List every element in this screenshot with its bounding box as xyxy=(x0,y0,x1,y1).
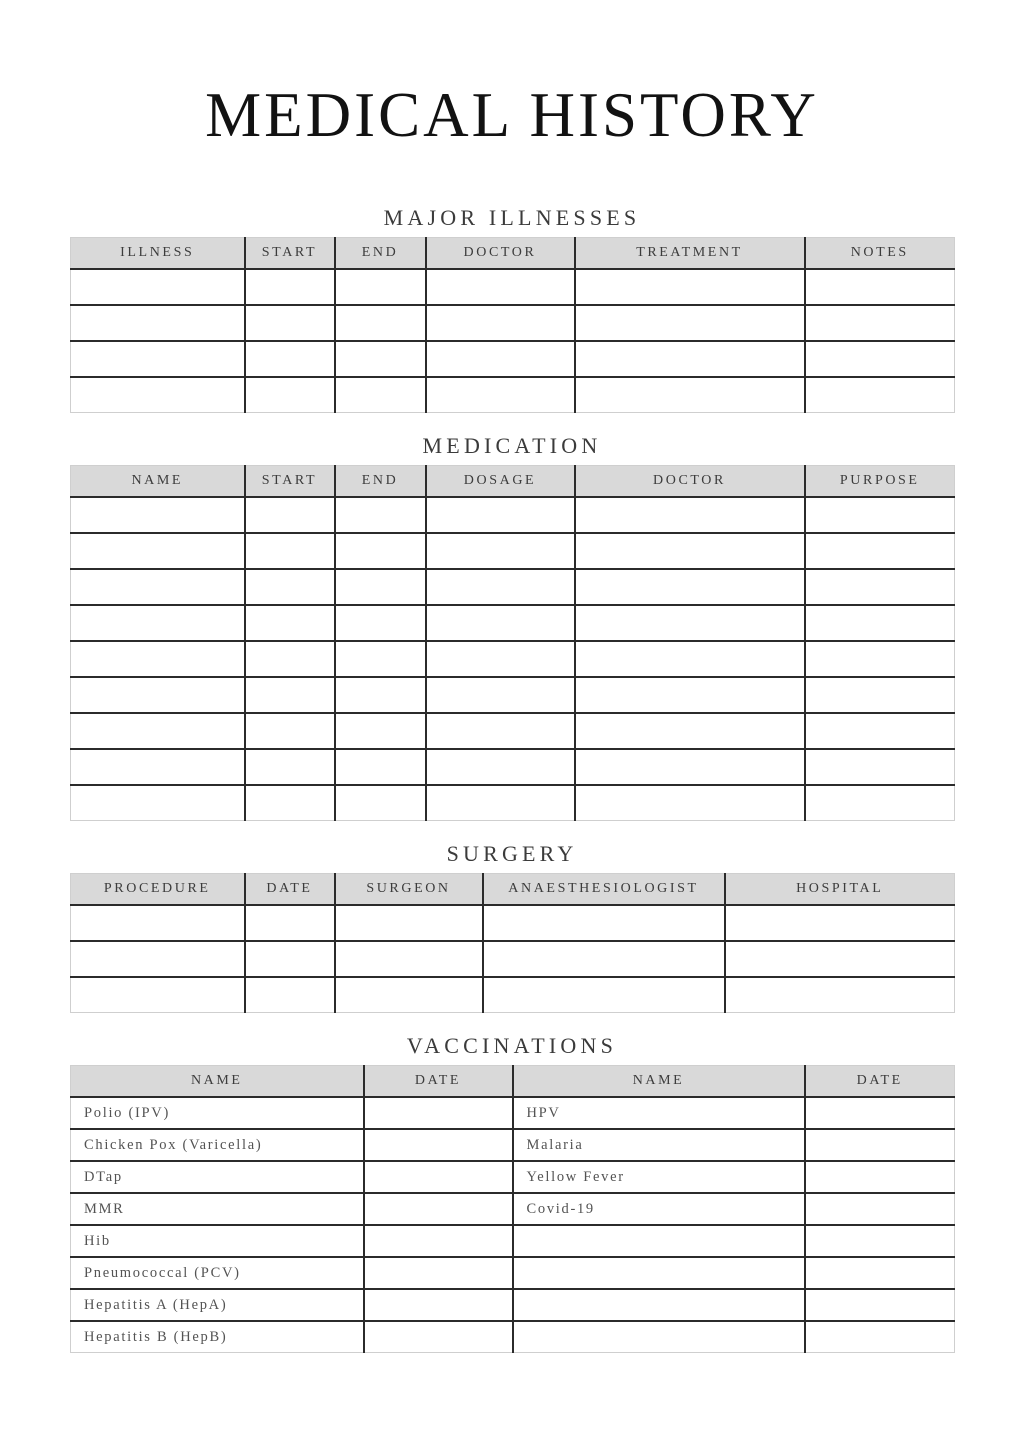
section-surgery xyxy=(70,821,954,1013)
cell-end[interactable] xyxy=(335,677,426,713)
cell-vaccine-date-left[interactable] xyxy=(364,1097,513,1129)
cell-dosage[interactable] xyxy=(426,533,575,569)
table-row xyxy=(71,305,955,341)
cell-vaccine-name-right: HPV xyxy=(513,1097,805,1129)
column-header-anaesthesiologist: ANAESTHESIOLOGIST xyxy=(483,874,725,906)
cell-vaccine-name-left: Hepatitis B (HepB) xyxy=(71,1321,364,1353)
table-row xyxy=(71,1289,955,1321)
section-title-medication: MEDICATION xyxy=(422,433,602,458)
cell-vaccine-date-right[interactable] xyxy=(805,1193,955,1225)
cell-doctor[interactable] xyxy=(575,605,805,641)
cell-dosage[interactable] xyxy=(426,641,575,677)
cell-purpose[interactable] xyxy=(805,713,955,749)
cell-start[interactable] xyxy=(245,569,335,605)
cell-start[interactable] xyxy=(245,749,335,785)
cell-dosage[interactable] xyxy=(426,713,575,749)
surgery-table xyxy=(70,873,955,1013)
cell-vaccine-name-left: Hib xyxy=(71,1225,364,1257)
cell-start[interactable] xyxy=(245,305,335,341)
cell-date[interactable] xyxy=(245,941,335,977)
column-header-start: START xyxy=(245,466,335,498)
table-row xyxy=(71,785,955,821)
column-header-name-left: NAME xyxy=(71,1066,364,1098)
cell-purpose[interactable] xyxy=(805,677,955,713)
vaccinations-table xyxy=(70,1065,955,1353)
cell-anaesthesiologist[interactable] xyxy=(483,977,725,1013)
cell-doctor[interactable] xyxy=(575,533,805,569)
cell-purpose[interactable] xyxy=(805,569,955,605)
cell-doctor[interactable] xyxy=(426,341,575,377)
column-header-dosage: DOSAGE xyxy=(426,466,575,498)
section-title-surgery: SURGERY xyxy=(446,841,578,866)
cell-vaccine-name-right xyxy=(513,1225,805,1257)
cell-vaccine-date-right[interactable] xyxy=(805,1129,955,1161)
table-row xyxy=(71,1321,955,1353)
cell-illness[interactable] xyxy=(71,377,245,413)
table-row xyxy=(71,941,955,977)
cell-name[interactable] xyxy=(71,533,245,569)
medication-table xyxy=(70,465,955,821)
cell-start[interactable] xyxy=(245,377,335,413)
cell-treatment[interactable] xyxy=(575,305,805,341)
cell-start[interactable] xyxy=(245,269,335,305)
cell-dosage[interactable] xyxy=(426,605,575,641)
cell-vaccine-date-right[interactable] xyxy=(805,1225,955,1257)
cell-end[interactable] xyxy=(335,641,426,677)
table-header-row xyxy=(71,1066,955,1098)
cell-doctor[interactable] xyxy=(575,677,805,713)
column-header-date-right: DATE xyxy=(805,1066,955,1098)
cell-end[interactable] xyxy=(335,713,426,749)
cell-illness[interactable] xyxy=(71,341,245,377)
cell-hospital[interactable] xyxy=(725,941,955,977)
column-header-doctor: DOCTOR xyxy=(426,238,575,270)
section-title-major-illnesses: MAJOR ILLNESSES xyxy=(383,205,641,230)
cell-dosage[interactable] xyxy=(426,677,575,713)
cell-date[interactable] xyxy=(245,977,335,1013)
cell-procedure[interactable] xyxy=(71,941,245,977)
section-title-vaccinations: VACCINATIONS xyxy=(406,1033,618,1058)
cell-vaccine-date-left[interactable] xyxy=(364,1161,513,1193)
cell-name[interactable] xyxy=(71,713,245,749)
cell-doctor[interactable] xyxy=(575,749,805,785)
cell-anaesthesiologist[interactable] xyxy=(483,905,725,941)
cell-vaccine-date-right[interactable] xyxy=(805,1289,955,1321)
cell-vaccine-date-right[interactable] xyxy=(805,1097,955,1129)
table-row xyxy=(71,497,955,533)
cell-purpose[interactable] xyxy=(805,497,955,533)
cell-vaccine-name-right xyxy=(513,1257,805,1289)
cell-name[interactable] xyxy=(71,497,245,533)
table-row xyxy=(71,641,955,677)
cell-vaccine-name-left: Chicken Pox (Varicella) xyxy=(71,1129,364,1161)
cell-name[interactable] xyxy=(71,677,245,713)
cell-name[interactable] xyxy=(71,605,245,641)
cell-vaccine-date-right[interactable] xyxy=(805,1321,955,1353)
cell-dosage[interactable] xyxy=(426,497,575,533)
cell-treatment[interactable] xyxy=(575,377,805,413)
table-row xyxy=(71,341,955,377)
cell-end[interactable] xyxy=(335,377,426,413)
cell-end[interactable] xyxy=(335,605,426,641)
cell-surgeon[interactable] xyxy=(335,977,483,1013)
cell-end[interactable] xyxy=(335,497,426,533)
cell-hospital[interactable] xyxy=(725,905,955,941)
column-header-procedure: PROCEDURE xyxy=(71,874,245,906)
cell-date[interactable] xyxy=(245,905,335,941)
cell-vaccine-name-left: MMR xyxy=(71,1193,364,1225)
cell-anaesthesiologist[interactable] xyxy=(483,941,725,977)
cell-vaccine-name-left: DTap xyxy=(71,1161,364,1193)
column-header-date: DATE xyxy=(245,874,335,906)
table-header-row xyxy=(71,466,955,498)
section-vaccinations xyxy=(70,1013,954,1353)
cell-purpose[interactable] xyxy=(805,785,955,821)
table-row xyxy=(71,1257,955,1289)
cell-treatment[interactable] xyxy=(575,341,805,377)
cell-notes[interactable] xyxy=(805,341,955,377)
cell-vaccine-date-left[interactable] xyxy=(364,1321,513,1353)
cell-purpose[interactable] xyxy=(805,533,955,569)
cell-doctor[interactable] xyxy=(575,713,805,749)
cell-vaccine-date-left[interactable] xyxy=(364,1129,513,1161)
cell-doctor[interactable] xyxy=(426,269,575,305)
cell-dosage[interactable] xyxy=(426,749,575,785)
cell-vaccine-name-left: Polio (IPV) xyxy=(71,1097,364,1129)
cell-name[interactable] xyxy=(71,785,245,821)
major-illnesses-table xyxy=(70,237,955,413)
table-header-row xyxy=(71,238,955,270)
cell-start[interactable] xyxy=(245,341,335,377)
cell-start[interactable] xyxy=(245,605,335,641)
table-row xyxy=(71,905,955,941)
cell-vaccine-date-right[interactable] xyxy=(805,1257,955,1289)
cell-purpose[interactable] xyxy=(805,749,955,785)
cell-vaccine-date-right[interactable] xyxy=(805,1161,955,1193)
table-row xyxy=(71,749,955,785)
cell-end[interactable] xyxy=(335,341,426,377)
table-row xyxy=(71,377,955,413)
cell-vaccine-date-left[interactable] xyxy=(364,1225,513,1257)
cell-end[interactable] xyxy=(335,749,426,785)
cell-doctor[interactable] xyxy=(426,377,575,413)
column-header-name-right: NAME xyxy=(513,1066,805,1098)
column-header-purpose: PURPOSE xyxy=(805,466,955,498)
column-header-notes: NOTES xyxy=(805,238,955,270)
cell-dosage[interactable] xyxy=(426,785,575,821)
cell-doctor[interactable] xyxy=(575,785,805,821)
table-row xyxy=(71,1161,955,1193)
cell-name[interactable] xyxy=(71,641,245,677)
cell-vaccine-name-left: Pneumococcal (PCV) xyxy=(71,1257,364,1289)
cell-surgeon[interactable] xyxy=(335,905,483,941)
column-header-end: END xyxy=(335,238,426,270)
column-header-name: NAME xyxy=(71,466,245,498)
column-header-surgeon: SURGEON xyxy=(335,874,483,906)
table-row xyxy=(71,1129,955,1161)
cell-vaccine-name-right: Yellow Fever xyxy=(513,1161,805,1193)
table-row xyxy=(71,677,955,713)
cell-vaccine-name-right xyxy=(513,1289,805,1321)
cell-doctor[interactable] xyxy=(426,305,575,341)
cell-start[interactable] xyxy=(245,641,335,677)
table-row xyxy=(71,569,955,605)
column-header-treatment: TREATMENT xyxy=(575,238,805,270)
cell-procedure[interactable] xyxy=(71,905,245,941)
cell-surgeon[interactable] xyxy=(335,941,483,977)
cell-dosage[interactable] xyxy=(426,569,575,605)
cell-notes[interactable] xyxy=(805,269,955,305)
cell-end[interactable] xyxy=(335,533,426,569)
cell-end[interactable] xyxy=(335,569,426,605)
column-header-end: END xyxy=(335,466,426,498)
cell-vaccine-date-left[interactable] xyxy=(364,1289,513,1321)
cell-vaccine-date-left[interactable] xyxy=(364,1257,513,1289)
table-header-row xyxy=(71,874,955,906)
cell-purpose[interactable] xyxy=(805,641,955,677)
cell-end[interactable] xyxy=(335,305,426,341)
table-row xyxy=(71,713,955,749)
cell-treatment[interactable] xyxy=(575,269,805,305)
cell-vaccine-name-right: Covid-19 xyxy=(513,1193,805,1225)
column-header-date-left: DATE xyxy=(364,1066,513,1098)
cell-start[interactable] xyxy=(245,785,335,821)
cell-name[interactable] xyxy=(71,569,245,605)
cell-start[interactable] xyxy=(245,677,335,713)
cell-end[interactable] xyxy=(335,269,426,305)
table-row xyxy=(71,1225,955,1257)
cell-vaccine-name-left: Hepatitis A (HepA) xyxy=(71,1289,364,1321)
cell-name[interactable] xyxy=(71,749,245,785)
table-row xyxy=(71,1193,955,1225)
cell-vaccine-name-right: Malaria xyxy=(513,1129,805,1161)
table-row xyxy=(71,977,955,1013)
section-major-illnesses xyxy=(70,147,954,413)
column-header-hospital: HOSPITAL xyxy=(725,874,955,906)
table-row xyxy=(71,1097,955,1129)
cell-end[interactable] xyxy=(335,785,426,821)
cell-doctor[interactable] xyxy=(575,497,805,533)
column-header-doctor: DOCTOR xyxy=(575,466,805,498)
cell-start[interactable] xyxy=(245,713,335,749)
cell-doctor[interactable] xyxy=(575,569,805,605)
cell-vaccine-date-left[interactable] xyxy=(364,1193,513,1225)
cell-illness[interactable] xyxy=(71,269,245,305)
section-medication xyxy=(70,413,954,821)
cell-vaccine-name-right xyxy=(513,1321,805,1353)
cell-purpose[interactable] xyxy=(805,605,955,641)
table-row xyxy=(71,533,955,569)
table-row xyxy=(71,269,955,305)
cell-start[interactable] xyxy=(245,533,335,569)
column-header-start: START xyxy=(245,238,335,270)
page-title: MEDICAL HISTORY xyxy=(205,80,819,150)
cell-procedure[interactable] xyxy=(71,977,245,1013)
cell-start[interactable] xyxy=(245,497,335,533)
table-row xyxy=(71,605,955,641)
cell-doctor[interactable] xyxy=(575,641,805,677)
cell-notes[interactable] xyxy=(805,377,955,413)
cell-hospital[interactable] xyxy=(725,977,955,1013)
column-header-illness: ILLNESS xyxy=(71,238,245,270)
cell-illness[interactable] xyxy=(71,305,245,341)
cell-notes[interactable] xyxy=(805,305,955,341)
